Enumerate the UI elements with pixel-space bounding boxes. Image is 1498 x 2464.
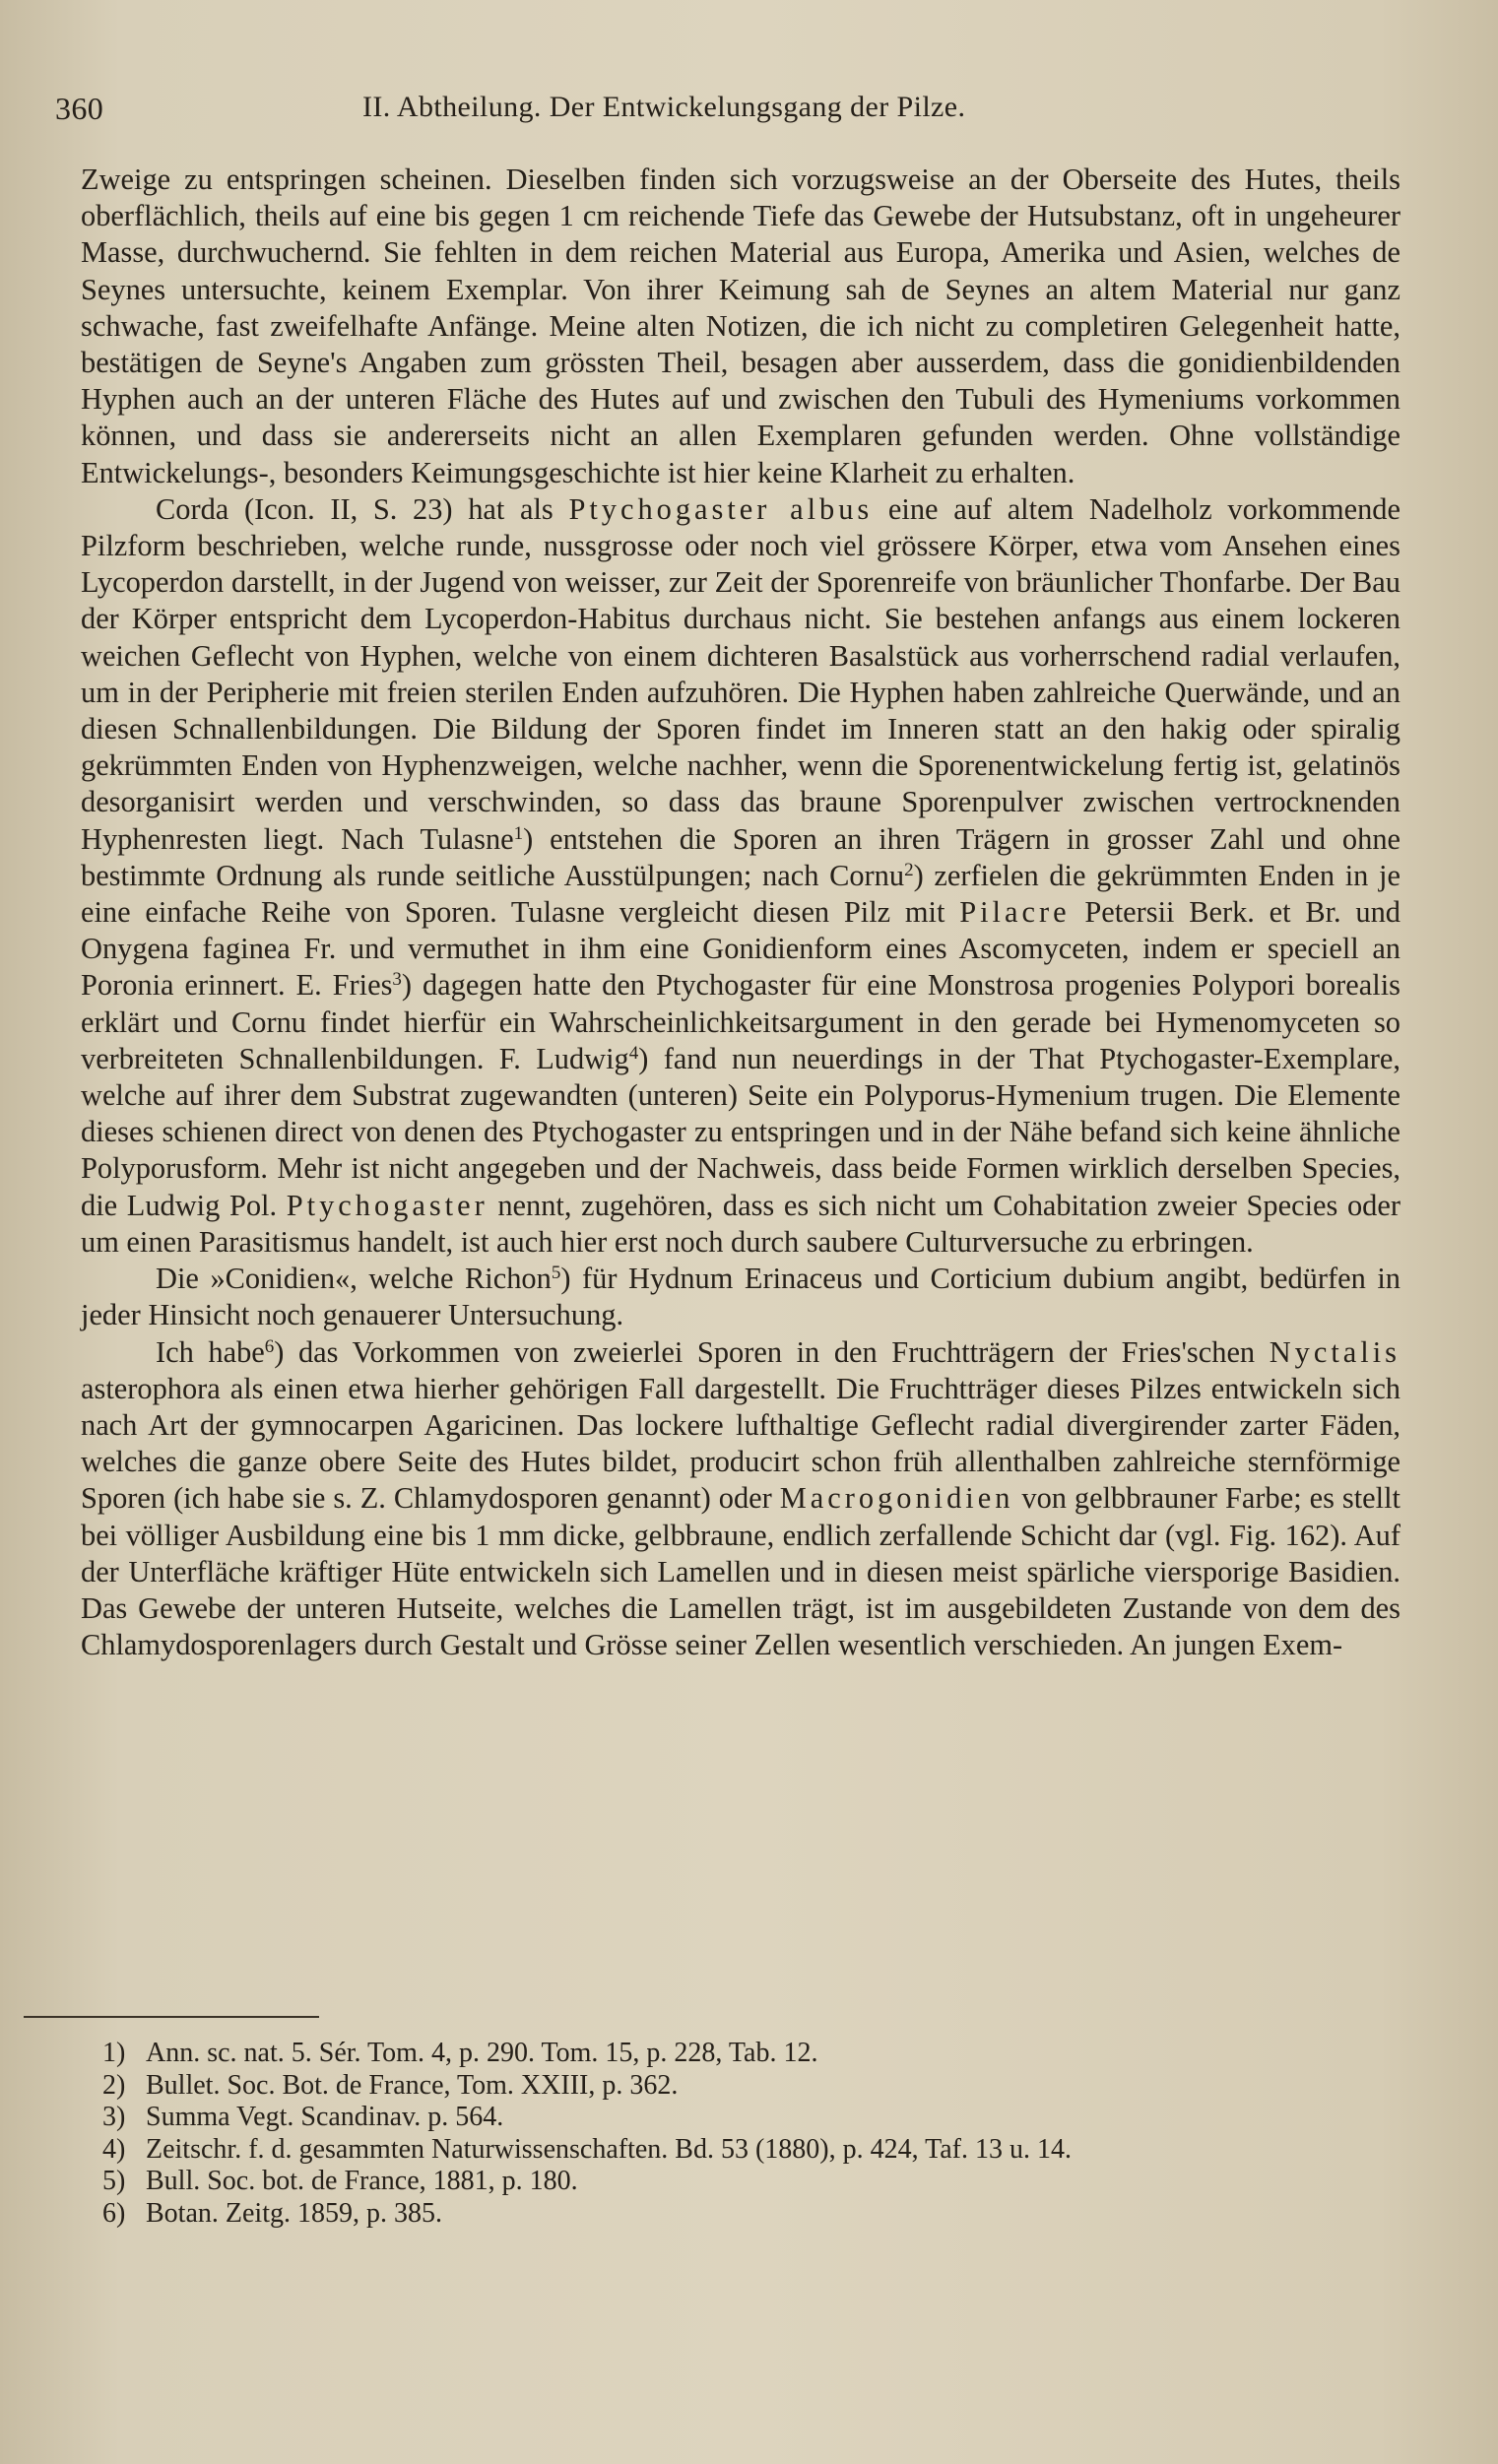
text-run: ) fand nun neuerdings in der That Ptychogaster-Exemplare, welche auf ihrer dem Substrat zugewandten (unteren) Seite ein Polyporus-Hymenium trugen. Die Elemente dieses schienen direct von denen des Ptychogaster zu entspringen und in der Nähe befand sich keine ähnliche Polyporusform. Mehr ist nicht angegeben und der Nachweis, dass beide Formen wirklich derselben Species, die Ludwig Pol.	[81, 1041, 1400, 1222]
spaced-term: Nyctalis	[1269, 1334, 1400, 1369]
footnote-ref: 6	[264, 1335, 275, 1357]
footnote	[102, 2166, 1383, 2198]
spaced-term: Pilacre	[959, 895, 1071, 930]
footnote-text: Ann. sc. nat. 5. Sér. Tom. 4, p. 290. Tom. 15, p. 228, Tab. 12.	[146, 2038, 818, 2068]
footnote-number: 2)	[102, 2069, 126, 2101]
text-run: nennt, zugehören, dass es sich nicht um Cohabitation zweier Species oder um einen Parasitismus handelt, ist auch hier erst noch durch saubere Culturversuche zu erbringen.	[81, 1188, 1400, 1259]
footnote	[102, 2038, 1383, 2070]
footnotes	[102, 2038, 1383, 2230]
body-text	[81, 162, 1400, 1663]
text-run: Corda (Icon. II, S. 23) hat als	[156, 491, 569, 526]
footnote	[102, 2134, 1383, 2167]
footnote-number: 3)	[102, 2102, 126, 2132]
paragraph-3	[81, 1261, 1400, 1333]
footnote-number: 5)	[102, 2166, 126, 2196]
footnote-ref: 4	[628, 1042, 639, 1064]
text-run: von gelbbrauner Farbe; es stellt bei völliger Ausbildung eine bis 1 mm dicke, gelbbraune, endlich zerfallende Schicht dar (vgl. Fig. 162). Auf der Unterfläche kräftiger Hüte entwickeln sich Lamellen und in diesen meist spärliche viersporige Basidien. Das Gewebe der unteren Hutseite, welches die Lamellen trägt, ist im ausgebildeten Zustande von dem des Chlamydosporenlagers durch Gestalt und Grösse seiner Zellen wesentlich verschieden. An jungen Exem-	[81, 1481, 1400, 1662]
page-header	[55, 83, 1404, 142]
spaced-term: Macrogonidien	[779, 1481, 1014, 1516]
footnote-ref: 3	[392, 969, 402, 991]
text-run: ) das Vorkommen von zweierlei Sporen in den Fruchtträgern der Fries'schen	[274, 1334, 1270, 1369]
footnote-text: Zeitschr. f. d. gesammten Naturwissenschaften. Bd. 53 (1880), p. 424, Taf. 13 u. 14.	[146, 2133, 1073, 2165]
footnote-text: Botan. Zeitg. 1859, p. 385.	[146, 2197, 442, 2229]
page-number: 360	[55, 91, 104, 126]
text-run: ) dagegen hatte den Ptychogaster für eine Monstrosa progenies Polypori borealis erklärt und Cornu findet hierfür ein Wahrscheinlichkeitsargument in den gerade bei Hymenomyceten so verbreiteten Schnallenbildungen. F. Ludwig	[81, 968, 1400, 1075]
text-run: ) entstehen die Sporen an ihren Trägern in grosser Zahl und ohne bestimmte Ordnung als runde seitliche Ausstülpungen; nach Cornu	[81, 821, 1400, 892]
paragraph-4	[81, 1334, 1400, 1664]
text-run: eine auf altem Nadelholz vorkommende Pilzform beschrieben, welche runde, nussgrosse oder noch viel grössere Körper, etwa vom Ansehen eines Lycoperdon darstellt, in der Jugend von weisser, zur Zeit der Sporenreife von bräunlicher Thonfarbe. Der Bau der Körper entspricht dem Lycoperdon-Habitus durchaus nicht. Sie bestehen anfangs aus einem lockeren weichen Geflecht von Hyphen, welche von einem dichteren Basalstück aus vorherrschend radial verlaufen, um in der Peripherie mit freien sterilen Enden aufzuhören. Die Hyphen haben zahlreiche Querwände, und an diesen Schnallenbildungen. Die Bildung der Sporen findet im Inneren statt an den hakig oder spiralig gekrümmten Enden von Hyphenzweigen, welche nachher, wenn die Sporenentwickelung fertig ist, gelatinös desorganisirt werden und verschwinden, so dass das braune Sporenpulver zwischen vertrocknenden Hyphenresten liegt. Nach Tulasne	[81, 491, 1400, 856]
footnote	[102, 2198, 1383, 2231]
spaced-term: Ptychogaster	[286, 1188, 488, 1222]
footnote-ref: 2	[904, 859, 914, 880]
paragraph-2	[81, 491, 1400, 1261]
footnote-text: Summa Vegt. Scandinav. p. 564.	[146, 2102, 504, 2132]
paragraph-1: Zweige zu entspringen scheinen. Dieselben finden sich vorzugsweise an der Oberseite des Hutes, theils oberflächlich, theils auf eine bis gegen 1 cm reichende Tiefe das Gewebe der Hutsubstanz, oft in ungeheurer Masse, durchwuchernd. Sie fehlten in dem reichen Material aus Europa, Amerika und Asien, welches de Seynes untersuchte, keinem Exemplar. Von ihrer Keimung sah de Seynes an altem Material nur ganz schwache, fast zweifelhafte Anfänge. Meine alten Notizen, die ich nicht zu completiren Gelegenheit hatte, bestätigen de Seyne's Angaben zum grössten Theil, besagen aber ausserdem, dass die gonidienbildenden Hyphen auch an der unteren Fläche des Hutes auf und zwischen den Tubuli des Hymeniums vorkommen können, und dass sie andererseits nicht an allen Exemplaren gefunden werden. Ohne vollständige Entwickelungs-, besonders Keimungsgeschichte ist hier keine Klarheit zu erhalten.	[81, 162, 1400, 489]
footnote	[102, 2102, 1383, 2134]
footnote-number: 1)	[102, 2038, 126, 2068]
text-run: ) für Hydnum Erinaceus und Corticium dubium angibt, bedürfen in jeder Hinsicht noch genauerer Untersuchung.	[81, 1262, 1400, 1332]
footnote-text: Bull. Soc. bot. de France, 1881, p. 180.	[146, 2166, 578, 2196]
footnote-ref: 1	[513, 822, 524, 844]
footnote-number: 6)	[102, 2197, 126, 2229]
footnote-divider	[24, 2016, 319, 2018]
footnote	[102, 2070, 1383, 2103]
text-run: asterophora als einen etwa hierher gehörigen Fall dargestellt. Die Fruchtträger dieses Pilzes entwickeln sich nach Art der gymnocarpen Agaricinen. Das lockere lufthaltige Geflecht radial divergirender zarter Fäden, welches die ganze obere Seite des Hutes bildet, producirt schon früh allenthalben zahlreiche sternförmige Sporen (ich habe sie s. Z. Chlamydosporen genannt) oder	[81, 1371, 1400, 1516]
text-run: ) zerfielen die gekrümmten Enden in je eine einfache Reihe von Sporen. Tulasne vergleicht diesen Pilz mit	[81, 858, 1400, 930]
footnote-text: Bullet. Soc. Bot. de France, Tom. XXIII, p. 362.	[146, 2069, 679, 2101]
running-title: II. Abtheilung. Der Entwickelungsgang der Pilze.	[362, 91, 966, 123]
text-run: Ich habe	[156, 1334, 265, 1369]
text-run: Petersii Berk. et Br. und Onygena faginea Fr. und vermuthet in ihm eine Gonidienform eines Ascomyceten, indem er speciell an Poronia erinnert. E. Fries	[81, 895, 1400, 1003]
footnote-number: 4)	[102, 2133, 126, 2165]
footnote-ref: 5	[551, 1263, 561, 1284]
text-run: Die »Conidien«, welche Richon	[156, 1262, 552, 1296]
spaced-term: Ptychogaster albus	[568, 491, 874, 526]
